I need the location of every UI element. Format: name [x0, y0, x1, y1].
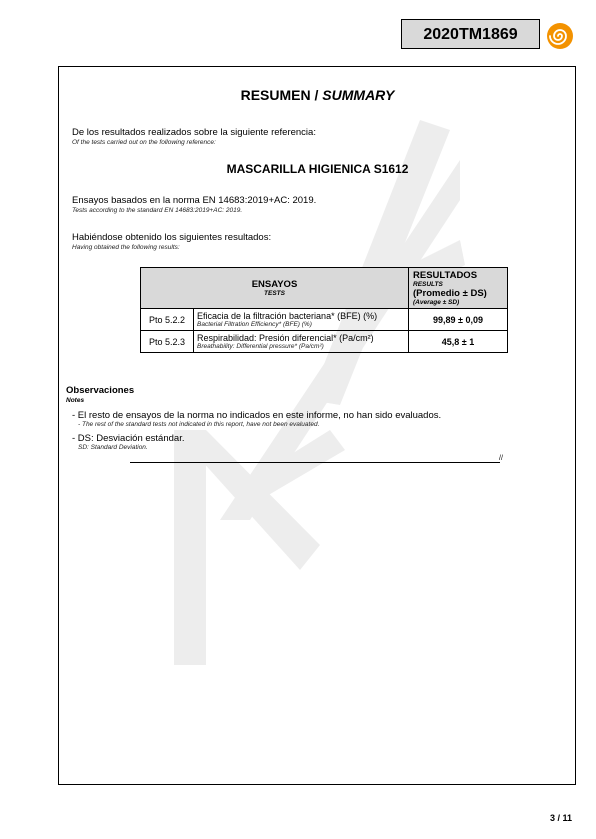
test-name-en: Bacterial Filtration Efficiency* (BFE) (%) — [197, 321, 312, 328]
results-header — [409, 268, 508, 309]
test-result: 99,89 ± 0,09 — [409, 309, 508, 331]
standard-es: Ensayos basados en la norma EN 14683:2019+AC: 2019. — [72, 195, 317, 206]
observation-item-es: - DS: Desviación estándar. — [72, 433, 185, 444]
observation-item-en: - The rest of the standard tests not indicated in this report, have not been evaluated. — [78, 421, 320, 428]
results-header-en: RESULTS — [413, 281, 443, 288]
standard-en: Tests according to the standard EN 14683:2019+AC: 2019. — [72, 207, 243, 214]
observations-subtitle: Notes — [66, 397, 85, 404]
reference-es: De los resultados realizados sobre la siguiente referencia: — [72, 127, 316, 138]
test-name-es: Respirabilidad: Presión diferencial* (Pa/cm²) — [197, 333, 374, 343]
reference-en: Of the tests carried out on the following reference: — [72, 139, 216, 146]
test-code: Pto 5.2.3 — [141, 331, 194, 353]
results-intro-es: Habiéndose obtenido los siguientes resultados: — [72, 232, 272, 243]
results-table — [140, 267, 508, 353]
tests-header-en: TESTS — [264, 290, 285, 297]
test-name-es: Eficacia de la filtración bacteriana* (BFE) (%) — [197, 311, 378, 321]
test-result: 45,8 ± 1 — [409, 331, 508, 353]
tests-header — [141, 268, 409, 309]
end-mark: // — [499, 455, 503, 462]
results-intro-en: Having obtained the following results: — [72, 244, 180, 251]
tests-header-es: ENSAYOS — [251, 279, 298, 290]
stat-header-es: (Promedio ± DS) — [413, 288, 487, 299]
end-of-text-line — [130, 462, 500, 463]
observations-title: Observaciones — [66, 385, 135, 396]
observation-item-es: - El resto de ensayos de la norma no indicados en este informe, no han sido evaluados. — [72, 410, 442, 421]
texisa-watermark — [160, 100, 480, 680]
table-row — [141, 309, 508, 331]
page-title: RESUMEN / SUMMARY — [240, 87, 395, 103]
observation-item-en: SD: Standard Deviation. — [78, 444, 148, 451]
orange-spiral-logo-icon — [546, 22, 574, 50]
test-code: Pto 5.2.2 — [141, 309, 194, 331]
report-id-box: 2020TM1869 — [401, 19, 540, 49]
table-row — [141, 331, 508, 353]
test-description — [194, 331, 409, 353]
page-number: 3 / 11 — [549, 813, 572, 823]
product-name: MASCARILLA HIGIENICA S1612 — [226, 162, 409, 176]
results-table-header — [141, 268, 508, 309]
test-description — [194, 309, 409, 331]
stat-header-en: (Average ± SD) — [413, 299, 460, 306]
test-name-en: Breathability: Differential pressure* (Pa/cm²) — [197, 343, 324, 350]
results-header-es: RESULTADOS — [413, 270, 478, 281]
